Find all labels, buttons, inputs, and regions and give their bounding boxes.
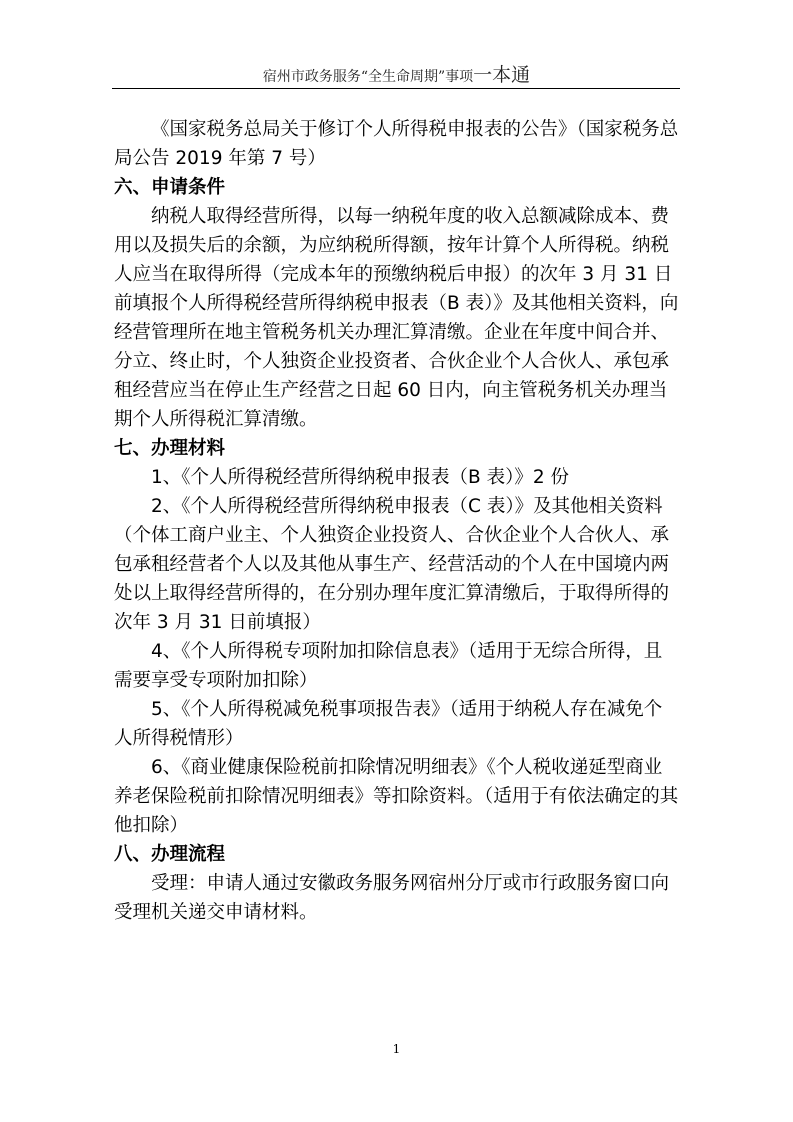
section-heading: 六、申请条件 <box>114 177 226 198</box>
document-body <box>114 115 680 927</box>
page-number: 1 <box>392 1042 401 1056</box>
list-item: 5、《个人所得税减免税事项报告表》（适用于纳税人存在减免个人所得税情形） <box>114 699 663 749</box>
list-item: 1、《个人所得税经营所得纳税申报表（B 表）》2 份 <box>151 467 569 488</box>
header-title-suffix: 一本通 <box>473 64 531 86</box>
paragraph: 《国家税务总局关于修订个人所得税申报表的公告》（国家税务总局公告 2019 年第 7 号） <box>114 119 679 169</box>
paragraph: 纳税人取得经营所得，以每一纳税年度的收入总额减除成本、费用以及损失后的余额，为应纳税所得额，按年计算个人所得税。纳税人应当在取得所得（完成本年的预缴纳税后申报）的次年 3 月 31 日前填报个人所得税经营所得纳税申报表（B 表）》及其他相关资料，向经营管理所在地主管税务机关办理汇算清缴。企业在年度中间合并、分立、终止时，个人独资企业投资者、合伙企业个人合伙人、承包承租经营应当在停止生产经营之日起 60 日内，向主管税务机关办理当期个人所得税汇算清缴。 <box>114 206 679 430</box>
section-heading: 七、办理材料 <box>114 438 226 459</box>
list-item: 2、《个人所得税经营所得纳税申报表（C 表）》及其他相关资料（个体工商户业主、个人独资企业投资人、合伙企业个人合伙人、承包承租经营者个人以及其他从事生产、经营活动的个人在中国境内两处以上取得经营所得的，在分别办理年度汇算清缴后，于取得所得的次年 3 月 31 日前填报） <box>114 496 670 633</box>
list-item: 4、《个人所得税专项附加扣除信息表》（适用于无综合所得，且需要享受专项附加扣除） <box>114 641 663 691</box>
list-item: 6、《商业健康保险税前扣除情况明细表》《个人税收递延型商业养老保险税前扣除情况明细表》等扣除资料。（适用于有依法确定的其他扣除） <box>114 757 679 836</box>
paragraph: 受理：申请人通过安徽政务服务网宿州分厅或市行政服务窗口向受理机关递交申请材料。 <box>114 873 670 923</box>
header-title: 宿州市政务服务“全生命周期”事项 <box>262 69 474 85</box>
page-header <box>0 60 793 87</box>
section-heading: 八、办理流程 <box>114 844 226 865</box>
header-rule <box>112 88 680 89</box>
